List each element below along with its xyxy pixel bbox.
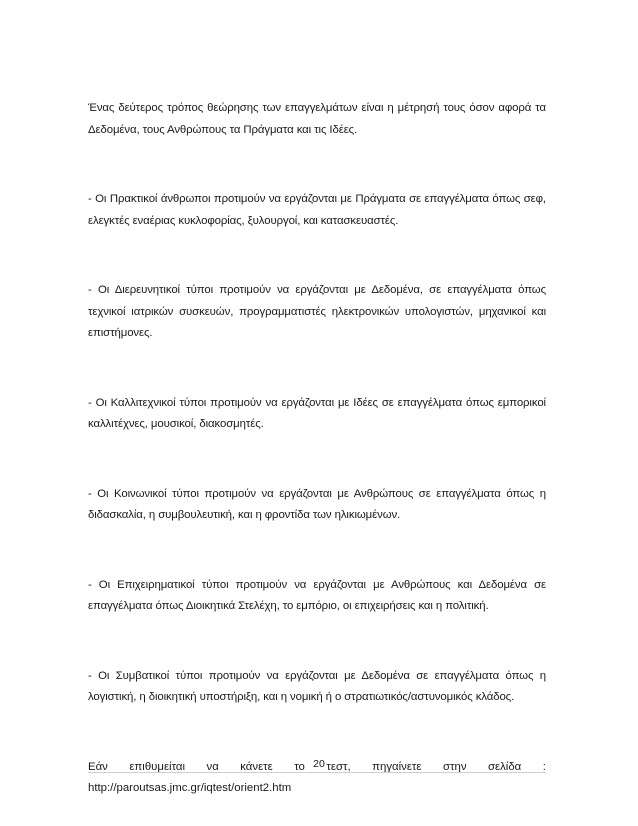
intro-paragraph: Ένας δεύτερος τρόπος θεώρησης των επαγγελμάτων είναι η μέτρησή τους όσον αφορά τα Δεδομένα, τους Ανθρώπους τα Πράγματα και τις Ιδέες. [88,102,546,136]
closing-word: να [206,760,219,773]
closing-word: τεστ, [326,760,351,773]
paragraph-investigative: - Οι Διερευνητικοί τύποι προτιμούν να εργάζονται με Δεδομένα, σε επαγγέλματα όπως τεχνικοί ιατρικών συσκευών, προγραμματιστές ηλεκτρονικών υπολογιστών, μηχανικοί και επιστήμονες. [88,284,546,339]
test-url-link[interactable]: http://paroutsas.jmc.gr/iqtest/orient2.htm [88,782,292,794]
page-number: 20 [313,758,325,770]
paragraph-enterprising: - Οι Επιχειρηματικοί τύποι προτιμούν να εργάζονται με Ανθρώπους και Δεδομένα σε επαγγέλματα όπως Διοικητικά Στελέχη, το εμπόριο, οι επιχειρήσεις και η πολιτική. [88,578,546,612]
closing-word: κάνετε [240,760,273,773]
closing-word: πηγαίνετε [372,760,422,773]
paragraph-artistic: - Οι Καλλιτεχνικοί τύποι προτιμούν να εργάζονται με Ιδέες σε επαγγέλματα όπως εμπορικοί καλλιτέχνες, μουσικοί, διακοσμητές. [88,396,546,430]
closing-word: σελίδα [487,760,522,773]
closing-word: : [542,760,546,773]
paragraph-social: - Οι Κοινωνικοί τύποι προτιμούν να εργάζονται με Ανθρώπους σε επαγγέλματα όπως η διδασκαλία, η συμβουλευτική, και η φροντίδα των ηλικιωμένων. [88,487,546,521]
footer-divider [88,772,546,773]
closing-word: Εάν [88,760,108,773]
paragraph-conventional: - Οι Συμβατικοί τύποι προτιμούν να εργάζονται με Δεδομένα σε επαγγέλματα όπως η λογιστική, η διοικητική υποστήριξη, και η νομική ή ο στρατιωτικός/αστυνομικός κλάδος. [88,669,546,703]
closing-word: το [294,760,305,773]
paragraph-practical: - Οι Πρακτικοί άνθρωποι προτιμούν να εργάζονται με Πράγματα σε επαγγέλματα όπως σεφ, ελεγκτές εναέριας κυκλοφορίας, ξυλουργοί, και κατασκευαστές. [88,193,546,227]
closing-word: στην [442,760,467,773]
closing-word: επιθυμείται [129,760,186,773]
document-body [88,98,546,800]
